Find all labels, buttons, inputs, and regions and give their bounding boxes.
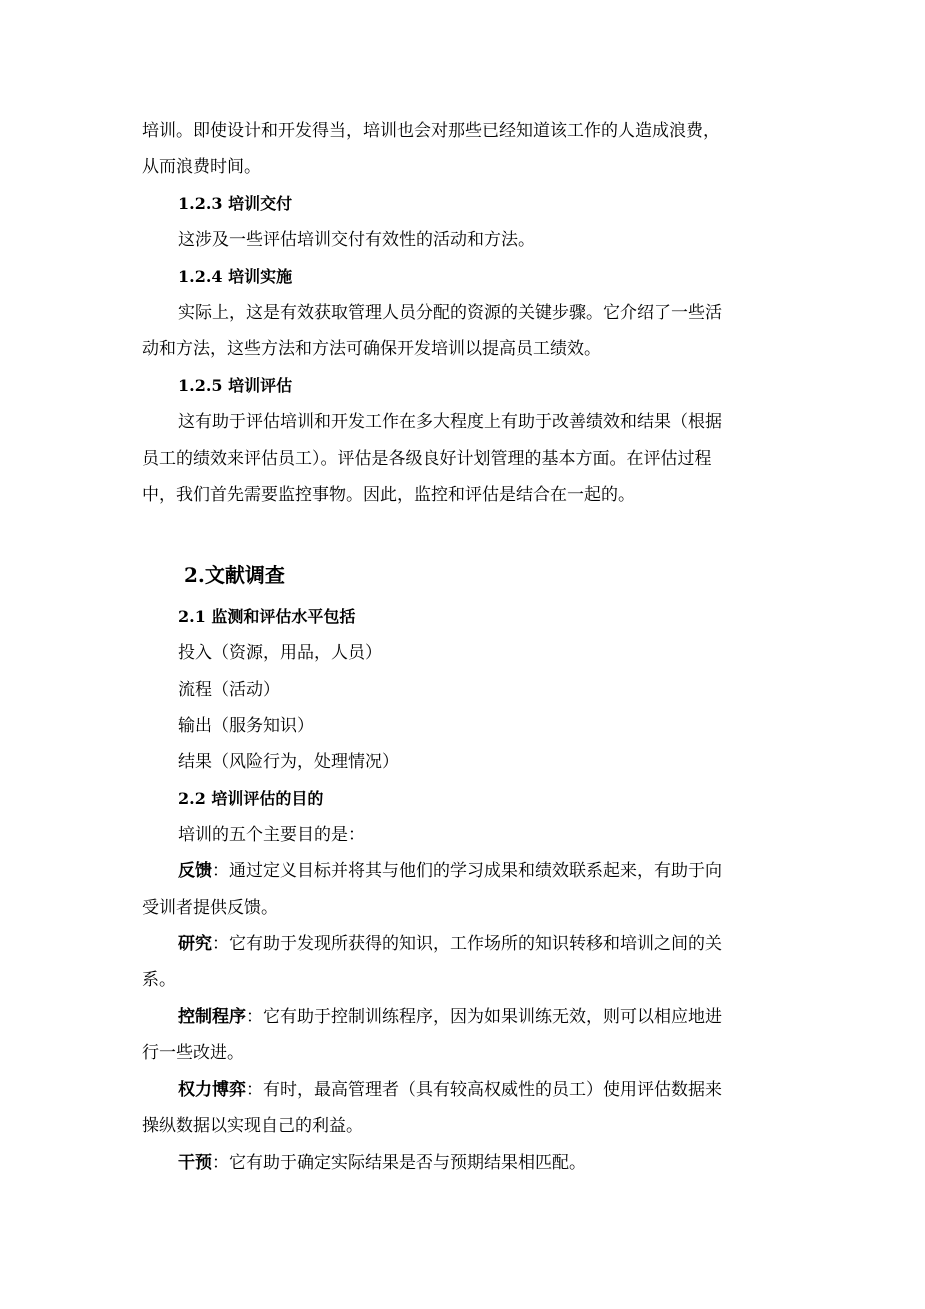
purpose-text: ：有时，最高管理者（具有较高权威性的员工）使用评估数据来: [246, 1080, 722, 1100]
list-item-inputs: 投入（资源，用品，人员）: [178, 643, 382, 663]
paragraph-1-2-4-line-1: 实际上，这是有效获取管理人员分配的资源的关键步骤。它介绍了一些活: [178, 303, 722, 323]
purpose-intervention-line-1: [178, 1152, 586, 1174]
paragraph-1-2-4-line-2: 动和方法，这些方法和方法可确保开发培训以提高员工绩效。: [142, 339, 601, 359]
heading-1-2-3: 1.2.3 培训交付: [178, 194, 293, 213]
purpose-term-power-game: 权力博弈: [178, 1080, 246, 1100]
purpose-control-line-1: [178, 1006, 722, 1028]
purpose-feedback-line-1: [178, 860, 722, 882]
paragraph-1-2-5-line-1: 这有助于评估培训和开发工作在多大程度上有助于改善绩效和结果（根据: [178, 412, 722, 432]
paragraph-1-2-5-line-2: 员工的绩效来评估员工）。评估是各级良好计划管理的基本方面。在评估过程: [142, 449, 712, 469]
list-item-outcomes: 结果（风险行为，处理情况）: [178, 752, 399, 772]
purpose-text: ：它有助于确定实际结果是否与预期结果相匹配。: [212, 1153, 586, 1173]
intro-line-1: 培训。即使设计和开发得当，培训也会对那些已经知道该工作的人造成浪费，: [142, 121, 720, 141]
purpose-term-intervention: 干预: [178, 1153, 212, 1173]
paragraph-1-2-5-line-3: 中，我们首先需要监控事物。因此，监控和评估是结合在一起的。: [142, 485, 635, 505]
heading-2-1: 2.1 监测和评估水平包括: [178, 607, 356, 626]
purpose-term-control: 控制程序: [178, 1007, 246, 1027]
purpose-term-research: 研究: [178, 934, 212, 954]
heading-2: 2.文献调查: [184, 563, 285, 587]
purpose-research-line-2: 系。: [142, 970, 176, 990]
heading-1-2-5: 1.2.5 培训评估: [178, 376, 293, 395]
purposes-intro: 培训的五个主要目的是：: [178, 825, 365, 845]
paragraph-1-2-3-line-1: 这涉及一些评估培训交付有效性的活动和方法。: [178, 230, 535, 250]
purpose-term-feedback: 反馈: [178, 861, 212, 881]
purpose-power-line-1: [178, 1079, 722, 1101]
intro-line-2: 从而浪费时间。: [142, 157, 261, 177]
purpose-research-line-1: [178, 933, 722, 955]
purpose-text: ：它有助于控制训练程序，因为如果训练无效，则可以相应地进: [246, 1007, 722, 1027]
list-item-process: 流程（活动）: [178, 680, 280, 700]
purpose-power-line-2: 操纵数据以实现自己的利益。: [142, 1116, 363, 1136]
purpose-text: ：通过定义目标并将其与他们的学习成果和绩效联系起来，有助于向: [212, 861, 722, 881]
purpose-text: ：它有助于发现所获得的知识，工作场所的知识转移和培训之间的关: [212, 934, 722, 954]
heading-2-2: 2.2 培训评估的目的: [178, 789, 324, 808]
list-item-outputs: 输出（服务知识）: [178, 716, 314, 736]
purpose-control-line-2: 行一些改进。: [142, 1043, 244, 1063]
heading-1-2-4: 1.2.4 培训实施: [178, 267, 293, 286]
purpose-feedback-line-2: 受训者提供反馈。: [142, 898, 278, 918]
